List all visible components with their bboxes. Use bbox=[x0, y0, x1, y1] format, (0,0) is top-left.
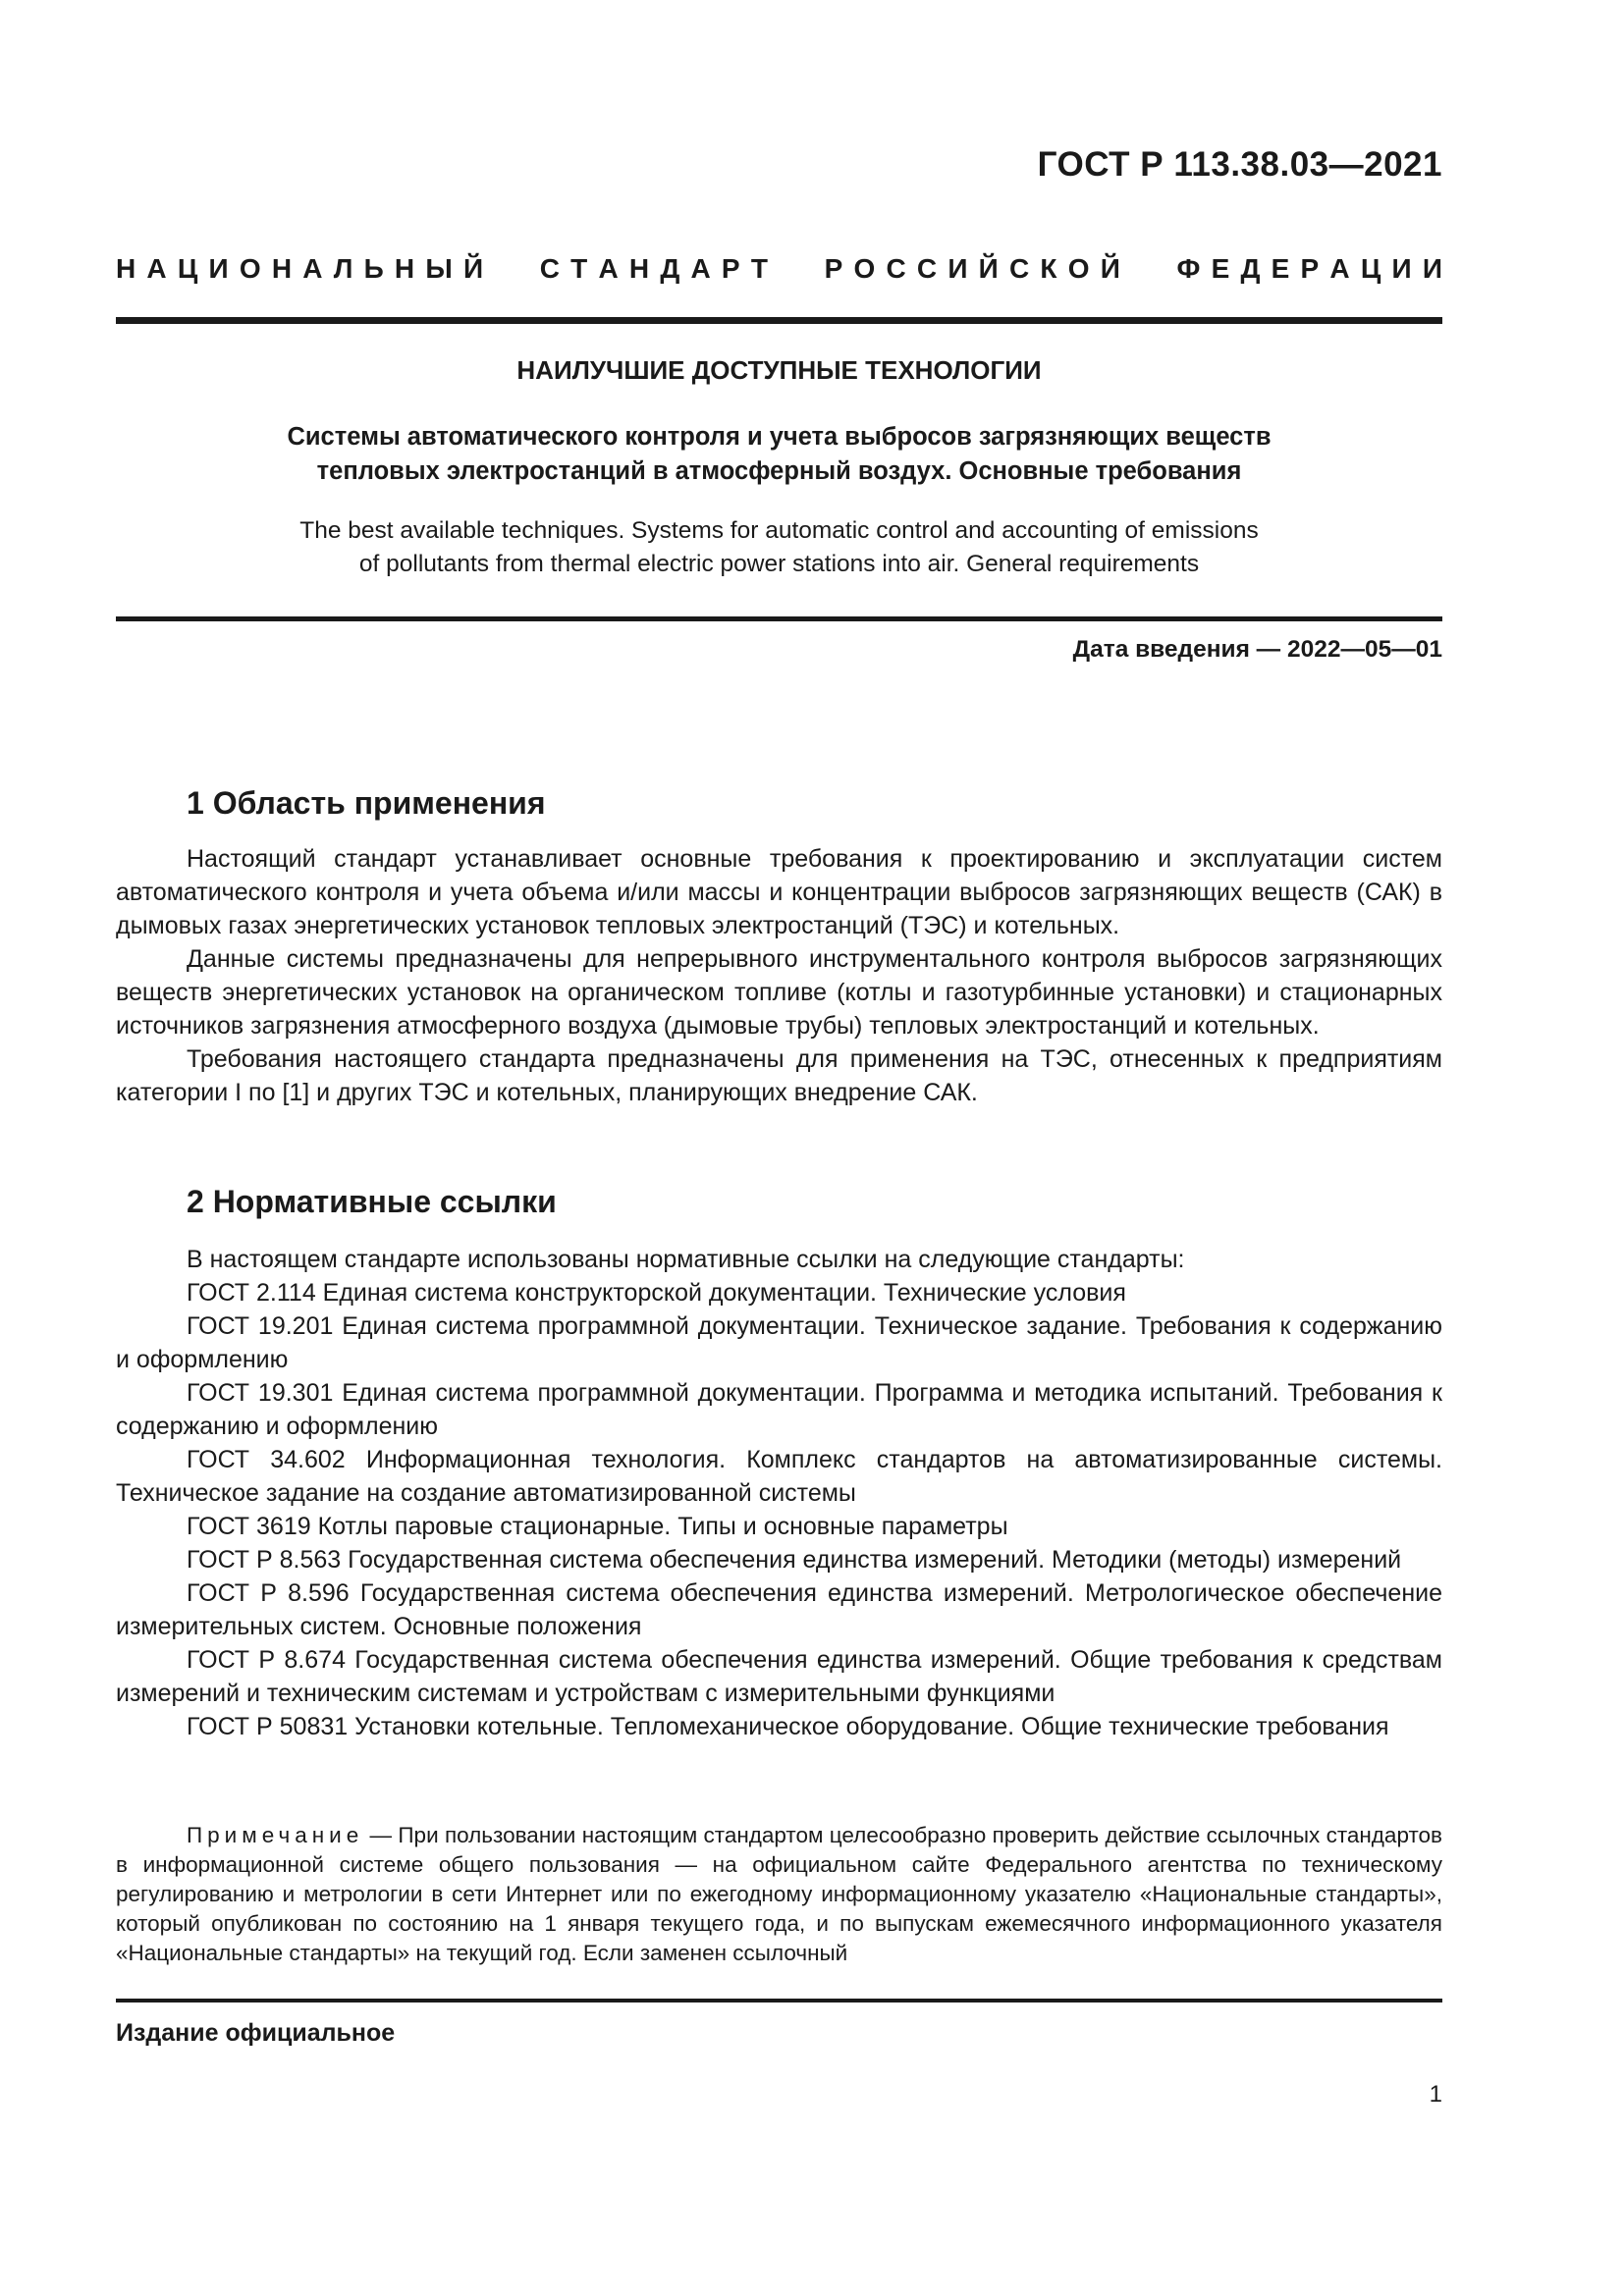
note-text: — При пользовании настоящим стандартом целесообразно проверить действие ссылочных стандартов в информационной системе общего пользования — на официальном сайте Федерального агентства по техническому регулированию и метрологии в сети Интернет или по ежегодному информационному указателю «Национальные стандарты», который опубликован по состоянию на 1 января текущего года, и по выпускам ежемесячного информационного указателя «Национальные стандарты» на текущий год. Если заменен ссылочный bbox=[116, 1823, 1442, 1965]
paragraph: ГОСТ 3619 Котлы паровые стационарные. Типы и основные параметры bbox=[187, 1513, 1008, 1540]
title-rule bbox=[116, 616, 1442, 621]
official-edition-label: Издание официальное bbox=[116, 2019, 396, 2047]
subtitle-ru-line-1: Системы автоматического контроля и учета выбросов загрязняющих веществ bbox=[287, 423, 1272, 451]
paragraph: Требования настоящего стандарта предназначены для применения на ТЭС, отнесенных к предприятиям категории I по [1] и других ТЭС и котельных, планирующих внедрение САК. bbox=[116, 1045, 1442, 1106]
note-label: Примечание bbox=[187, 1823, 364, 1847]
paragraph: ГОСТ Р 8.674 Государственная система обеспечения единства измерений. Общие требования к средствам измерений и техническим системам и устройствам с измерительными функциями bbox=[116, 1646, 1442, 1707]
paragraph: Данные системы предназначены для непрерывного инструментального контроля выбросов загрязняющих веществ энергетических установок на органическом топливе (котлы и газотурбинные установки) и стационарных источников загрязнения атмосферного воздуха (дымовые трубы) тепловых электростанций и котельных. bbox=[116, 945, 1442, 1040]
paragraph: ГОСТ 19.201 Единая система программной документации. Техническое задание. Требования к содержанию и оформлению bbox=[116, 1312, 1442, 1373]
header-rule bbox=[116, 317, 1442, 324]
section-1-body bbox=[116, 842, 1442, 1109]
footer-rule bbox=[116, 1999, 1442, 2002]
standard-number: ГОСТ Р 113.38.03—2021 bbox=[1037, 145, 1442, 184]
subtitle-en-line-1: The best available techniques. Systems for automatic control and accounting of emissions bbox=[299, 517, 1259, 544]
banner-word: Ф Е Д Е Р А Ц И И bbox=[1176, 253, 1442, 284]
section-2-heading: 2 Нормативные ссылки bbox=[187, 1184, 557, 1219]
document-subtitle-en bbox=[116, 514, 1442, 581]
paragraph: Настоящий стандарт устанавливает основные требования к проектированию и эксплуатации систем автоматического контроля и учета объема и/или массы и концентрации выбросов загрязняющих веществ (САК) в дымовых газах энергетических установок тепловых электростанций (ТЭС) и котельных. bbox=[116, 845, 1442, 939]
paragraph: ГОСТ 2.114 Единая система конструкторской документации. Технические условия bbox=[187, 1279, 1126, 1307]
banner-word: Н А Ц И О Н А Л Ь Н Ы Й bbox=[116, 253, 484, 284]
paragraph: ГОСТ 34.602 Информационная технология. Комплекс стандартов на автоматизированные системы. Техническое задание на создание автоматизированной системы bbox=[116, 1446, 1442, 1507]
subtitle-en-line-2: of pollutants from thermal electric power stations into air. General requirements bbox=[358, 551, 1200, 577]
paragraph: ГОСТ Р 50831 Установки котельные. Тепломеханическое оборудование. Общие технические требования bbox=[187, 1713, 1389, 1740]
national-standard-banner bbox=[116, 253, 1442, 285]
paragraph: В настоящем стандарте использованы нормативные ссылки на следующие стандарты: bbox=[187, 1246, 1185, 1273]
subtitle-ru-line-2: тепловых электростанций в атмосферный воздух. Основные требования bbox=[316, 457, 1242, 485]
paragraph: ГОСТ Р 8.596 Государственная система обеспечения единства измерений. Метрологическое обеспечение измерительных систем. Основные положения bbox=[116, 1579, 1442, 1640]
paragraph: ГОСТ Р 8.563 Государственная система обеспечения единства измерений. Методики (методы) измерений bbox=[187, 1546, 1402, 1574]
banner-word: С Т А Н Д А Р Т bbox=[539, 253, 768, 284]
paragraph: ГОСТ 19.301 Единая система программной документации. Программа и методика испытаний. Требования к содержанию и оформлению bbox=[116, 1379, 1442, 1440]
section-1-heading: 1 Область применения bbox=[187, 785, 546, 821]
introduction-date: Дата введения — 2022—05—01 bbox=[1072, 636, 1442, 663]
document-subtitle-ru bbox=[116, 420, 1442, 489]
page-number: 1 bbox=[1429, 2081, 1442, 2108]
note-paragraph bbox=[116, 1821, 1442, 1968]
section-2-body bbox=[116, 1243, 1442, 1743]
banner-word: Р О С С И Й С К О Й bbox=[824, 253, 1120, 284]
document-title: НАИЛУЧШИЕ ДОСТУПНЫЕ ТЕХНОЛОГИИ bbox=[516, 355, 1042, 385]
